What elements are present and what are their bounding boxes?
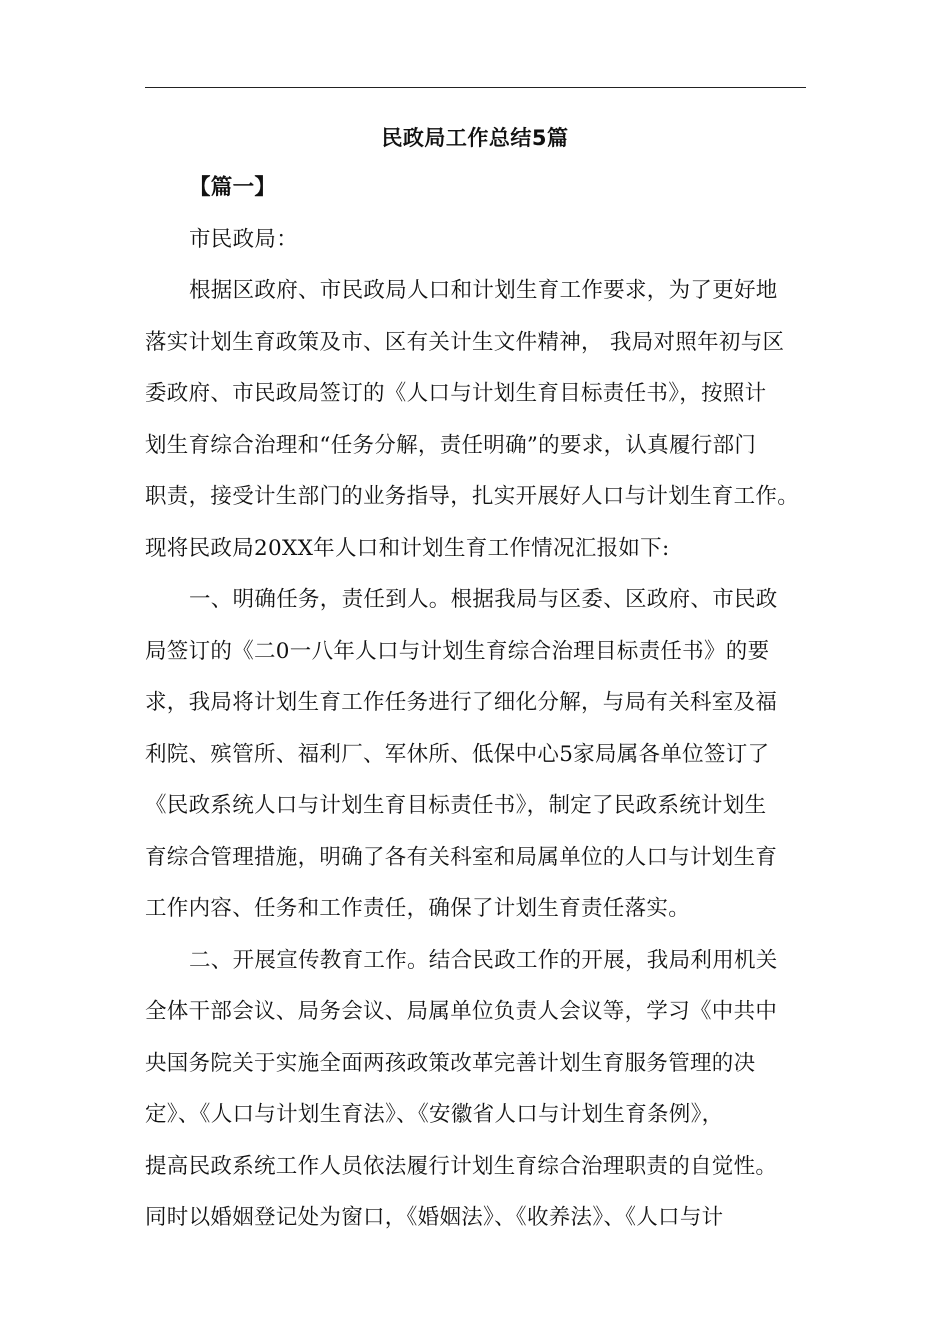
paragraph-line: 利院、殡管所、福利厂、军休所、低保中心5家局属各单位签订了 [145,741,770,767]
document-body [145,170,815,1252]
paragraph-line: 《民政系统人口与计划生育目标责任书》，制定了民政系统计划生 [145,793,767,818]
paragraph-line: 落实计划生育政策及市、区有关计生文件精神， 我局对照年初与区 [145,329,785,355]
paragraph-line: 局签订的《二0一八年人口与计划生育综合治理目标责任书》的要 [145,638,770,664]
paragraph-line: 提高民政系统工作人员依法履行计划生育综合治理职责的自觉性。 [145,1153,778,1179]
paragraph-line: 划生育综合治理和“任务分解，责任明确”的要求，认真履行部门 [145,432,757,458]
paragraph-line: 求，我局将计划生育工作任务进行了细化分解，与局有关科室及福 [145,690,778,715]
paragraph-line: 工作内容、任务和工作责任，确保了计划生育责任落实。 [145,896,691,921]
section-heading: 【篇一】 [189,175,277,200]
paragraph-line: 职责，接受计生部门的业务指导，扎实开展好人口与计划生育工作。 [145,484,800,509]
paragraph-line: 央国务院关于实施全面两孩政策改革完善计划生育服务管理的决 [145,1050,756,1076]
paragraph-line: 根据区政府、市民政局人口和计划生育工作要求，为了更好地 [189,278,778,303]
paragraph-line: 一、明确任务，责任到人。根据我局与区委、区政府、市民政 [189,587,778,612]
paragraph-line: 同时以婚姻登记处为窗口，《婚姻法》、《收养法》、《人口与计 [145,1205,724,1230]
addressee-line: 市民政局： [189,226,299,252]
paragraph-line: 全体干部会议、局务会议、局属单位负责人会议等，学习《中共中 [145,999,778,1024]
paragraph-line: 定》、《人口与计划生育法》、《安徽省人口与计划生育条例》， [145,1102,724,1127]
header-rule [145,87,806,88]
paragraph-line: 现将民政局20XX年人口和计划生育工作情况汇报如下: [145,535,670,561]
paragraph-line: 育综合管理措施，明确了各有关科室和局属单位的人口与计划生育 [145,844,778,870]
paragraph-line: 委政府、市民政局签订的《人口与计划生育目标责任书》，按照计 [145,381,767,406]
paragraph-line: 二、开展宣传教育工作。结合民政工作的开展，我局利用机关 [189,947,778,973]
document-title: 民政局工作总结5篇 [381,126,569,150]
